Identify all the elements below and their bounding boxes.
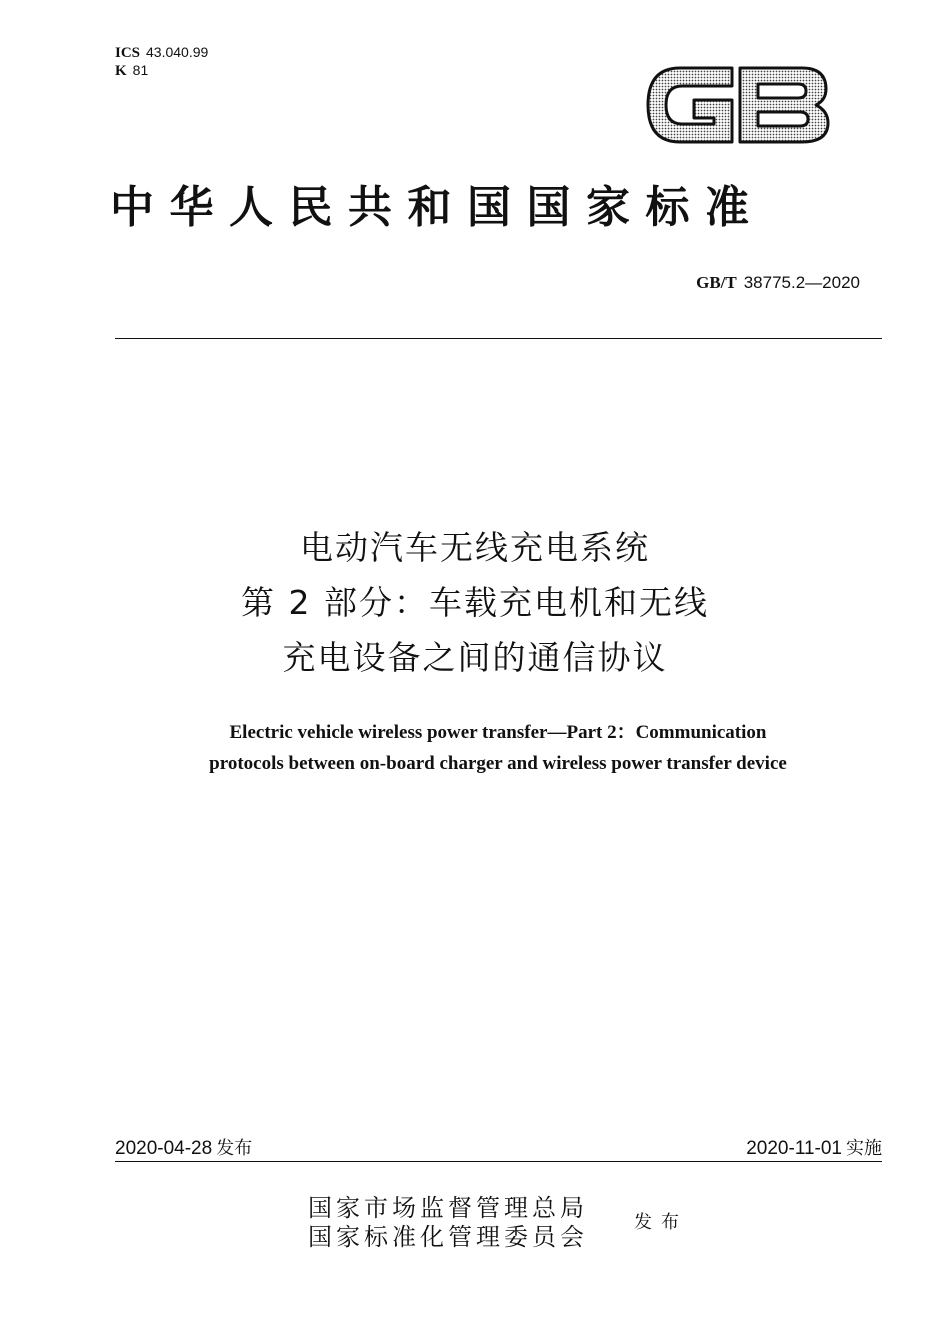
standard-prefix: GB/T xyxy=(696,273,737,292)
implementation-date-label: 实施 xyxy=(846,1138,882,1159)
publish-label: 发布 xyxy=(634,1212,688,1233)
ics-code: ICS 43.040.99 xyxy=(115,44,209,61)
english-title-line-1: Electric vehicle wireless power transfer—Part 2：Communication xyxy=(229,722,767,743)
classification-codes xyxy=(115,44,208,80)
implementation-date-value: 2020-11-01 xyxy=(746,1138,842,1159)
chinese-title-line-1: 电动汽车无线充电系统 xyxy=(300,528,650,567)
issuing-organizations xyxy=(308,1194,588,1252)
standard-number xyxy=(696,273,860,293)
issue-date-label: 发布 xyxy=(216,1138,253,1159)
issue-date xyxy=(115,1134,252,1160)
english-title xyxy=(0,717,950,779)
issue-date-value: 2020-04-28 xyxy=(115,1138,213,1159)
standard-code: 38775.2—2020 xyxy=(743,273,860,292)
gb-logo xyxy=(640,58,834,152)
top-divider xyxy=(115,338,882,339)
bottom-divider xyxy=(115,1161,882,1162)
chinese-title-line-2: 第 2 部分：车载充电机和无线 xyxy=(241,583,709,622)
national-standard-title: 中华人民共和国国家标准 xyxy=(110,182,765,233)
issuer-sac: 国家标准化管理委员会 xyxy=(308,1223,588,1251)
ccs-code: K 81 xyxy=(115,62,149,79)
english-title-line-2: protocols between on-board charger and wireless power transfer device xyxy=(209,753,787,774)
issuer-samr: 国家市场监督管理总局 xyxy=(308,1194,588,1222)
chinese-title-line-3: 充电设备之间的通信协议 xyxy=(282,638,668,677)
implementation-date xyxy=(746,1134,882,1160)
chinese-title xyxy=(0,520,950,685)
